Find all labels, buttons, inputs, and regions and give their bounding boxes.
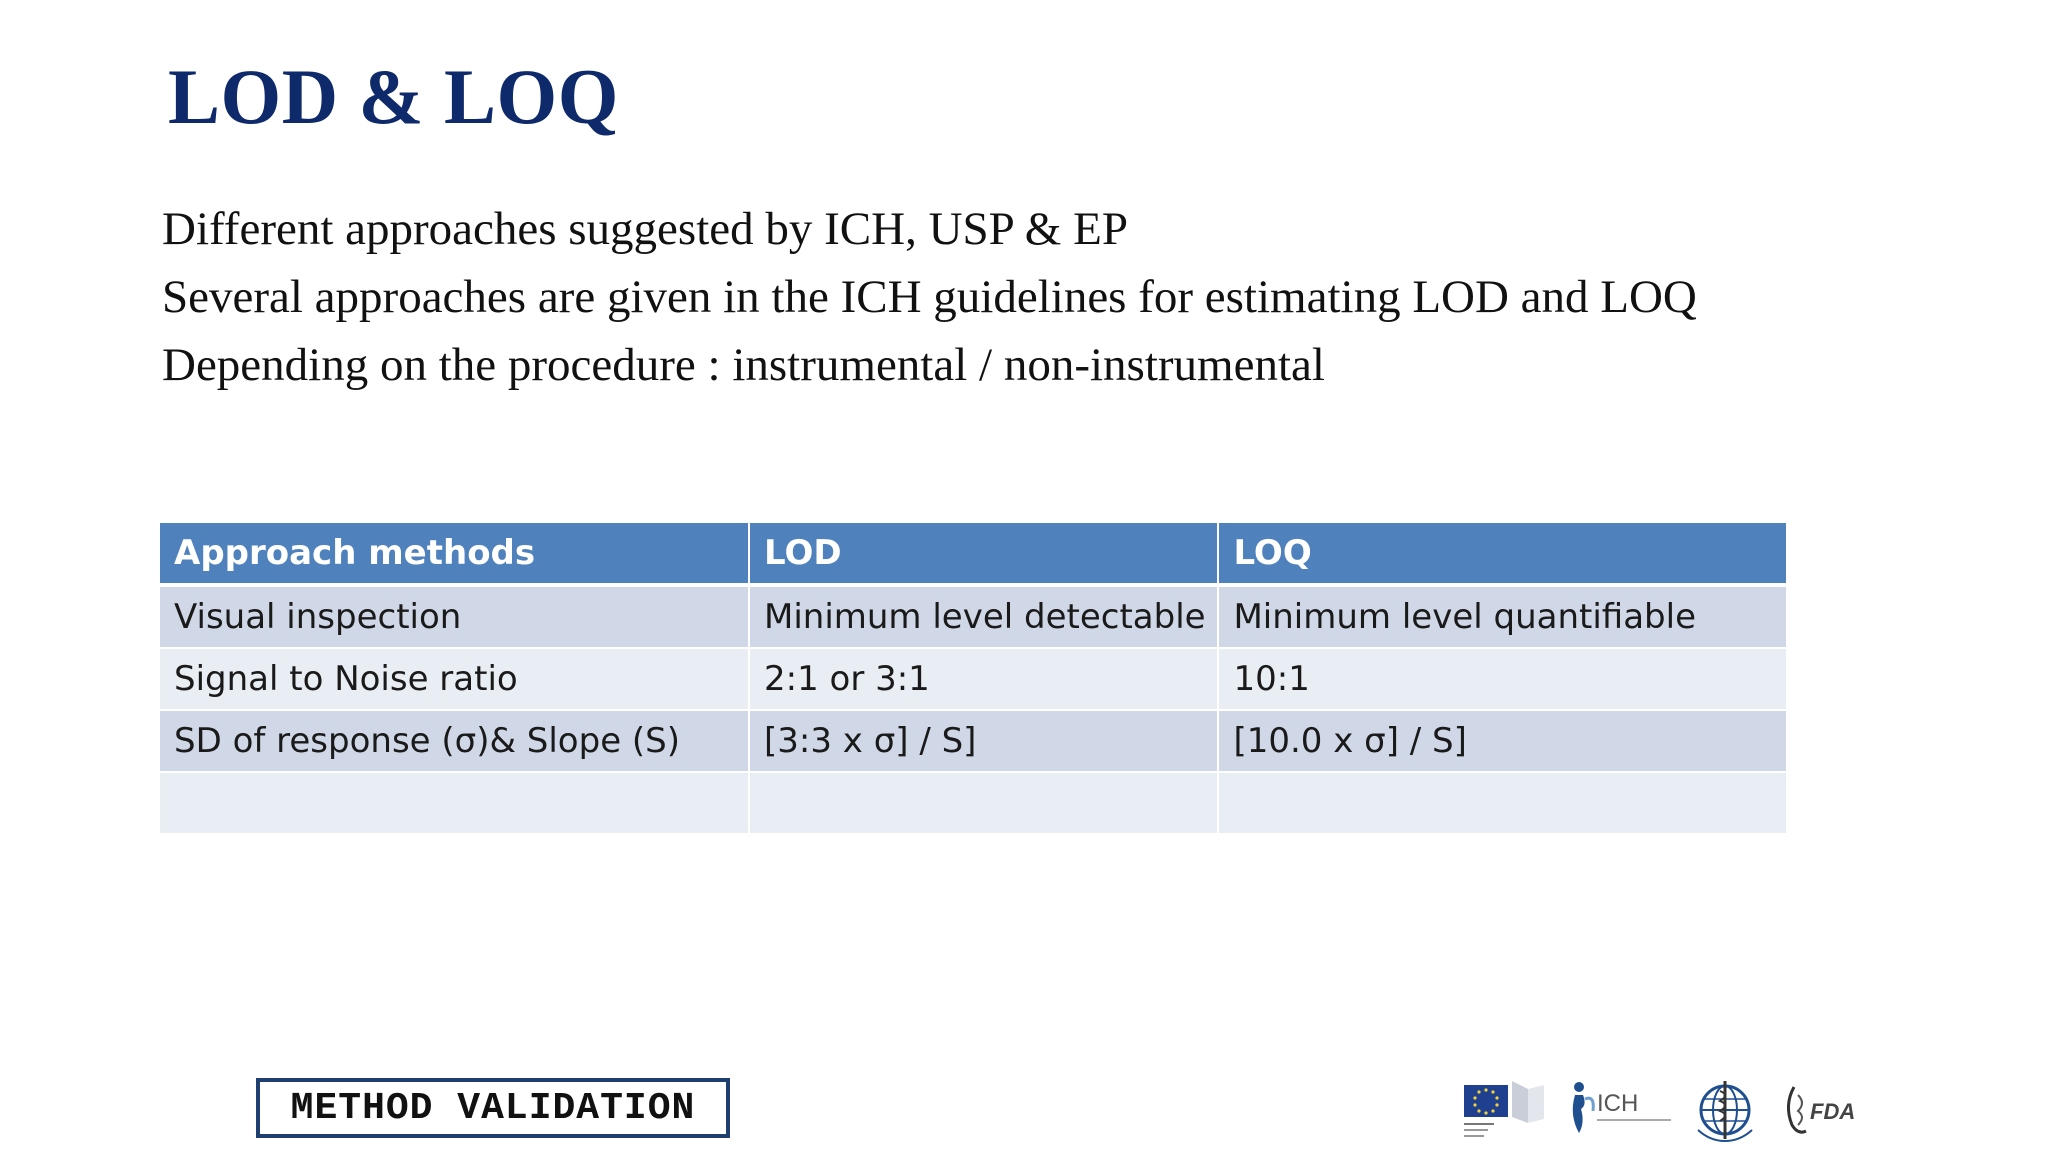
table-cell: SD of response (σ)& Slope (S)	[159, 710, 749, 772]
table-row	[159, 648, 1787, 710]
table-row	[159, 772, 1787, 834]
ich-logo-text: ICH	[1597, 1090, 1639, 1117]
eu-commission-logo	[1460, 1075, 1550, 1145]
table-cell: [3:3 x σ] / S]	[749, 710, 1218, 772]
lod-loq-table	[158, 521, 1788, 835]
footer-logos	[1460, 1075, 1860, 1145]
bullet-list	[162, 200, 1697, 404]
header-approach-methods: Approach methods	[159, 522, 749, 585]
fda-logo-text: FDA	[1810, 1099, 1856, 1124]
bullet-item: Different approaches suggested by ICH, USP & EP	[162, 203, 1128, 255]
fda-logo	[1780, 1075, 1860, 1145]
table-cell	[749, 772, 1218, 834]
table-header-row	[159, 522, 1787, 585]
who-logo	[1690, 1075, 1760, 1145]
table-cell	[159, 772, 749, 834]
method-validation-badge: METHOD VALIDATION	[256, 1078, 730, 1138]
bullet-item: Depending on the procedure : instrumental / non-instrumental	[162, 339, 1325, 391]
table-cell: Visual inspection	[159, 585, 749, 648]
header-lod: LOD	[749, 522, 1218, 585]
header-loq: LOQ	[1218, 522, 1787, 585]
table-row	[159, 585, 1787, 648]
table-cell	[1218, 772, 1787, 834]
table-cell: Minimum level quantifiable	[1218, 585, 1787, 648]
slide-title: LOD & LOQ	[168, 53, 619, 140]
table-cell: 2:1 or 3:1	[749, 648, 1218, 710]
table-row	[159, 710, 1787, 772]
table-cell: [10.0 x σ] / S]	[1218, 710, 1787, 772]
table-cell: Minimum level detectable	[749, 585, 1218, 648]
table-cell: Signal to Noise ratio	[159, 648, 749, 710]
bullet-item: Several approaches are given in the ICH guidelines for estimating LOD and LOQ	[162, 271, 1697, 323]
ich-logo	[1565, 1075, 1675, 1145]
table-cell: 10:1	[1218, 648, 1787, 710]
